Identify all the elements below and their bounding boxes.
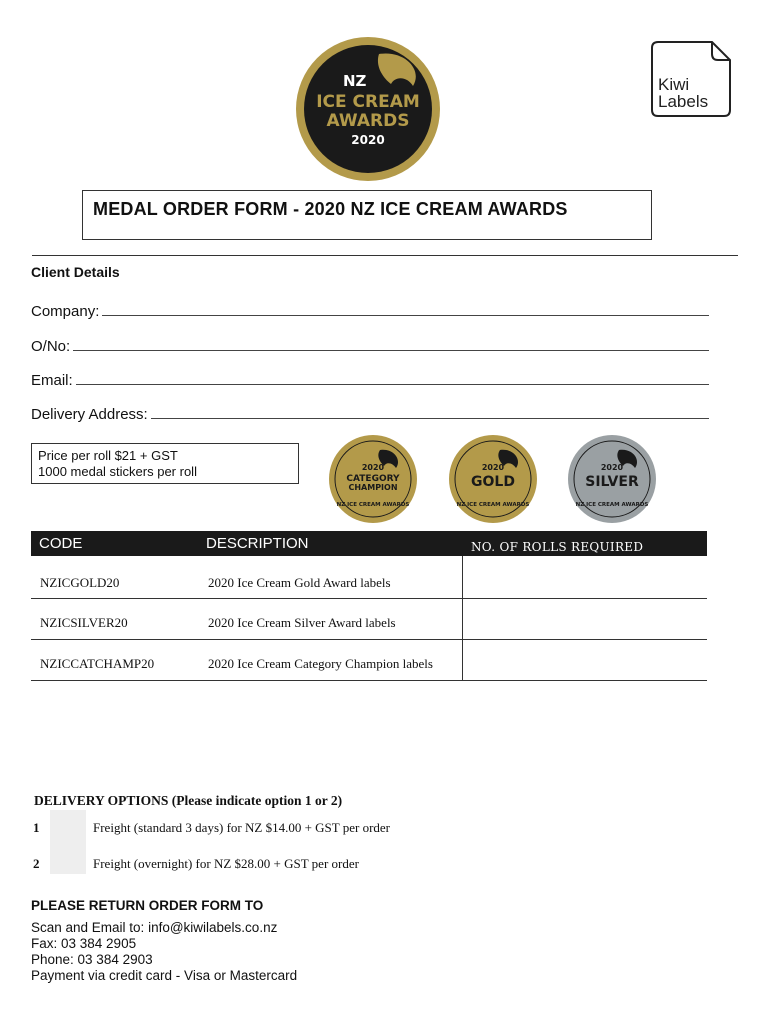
row-divider <box>31 639 707 640</box>
option-2-number: 2 <box>33 856 40 871</box>
return-heading: PLEASE RETURN ORDER FORM TO <box>31 898 264 913</box>
category-champion-medal <box>328 434 418 524</box>
kiwi-logo-line2: Labels <box>658 92 709 111</box>
title-box <box>82 190 652 240</box>
order-number-line[interactable] <box>73 350 709 351</box>
nz-ice-cream-awards-logo <box>295 36 441 182</box>
gold-medal-ring-text: NZ ICE CREAM AWARDS <box>456 502 530 508</box>
logo-nz: NZ <box>343 72 367 90</box>
row-1-code: NZICGOLD20 <box>40 575 120 590</box>
row-2-description: 2020 Ice Cream Silver Award labels <box>208 615 396 630</box>
return-phone: Phone: 03 384 2903 <box>31 952 153 967</box>
company-field[interactable] <box>31 298 709 320</box>
delivery-options-heading: DELIVERY OPTIONS (Please indicate option 1 or 2) <box>34 793 343 808</box>
kiwi-labels-logo <box>650 40 732 118</box>
client-details-heading: Client Details <box>31 264 120 280</box>
option-1-number: 1 <box>33 820 40 835</box>
rolls-column-divider <box>462 556 463 680</box>
row-divider <box>31 598 707 599</box>
silver-medal-ring-text: NZ ICE CREAM AWARDS <box>575 502 649 508</box>
header-description: DESCRIPTION <box>206 535 309 552</box>
gold-medal <box>448 434 538 524</box>
cc-medal-line2: CHAMPION <box>348 483 398 492</box>
gold-medal-label: GOLD <box>471 474 515 490</box>
return-fax: Fax: 03 384 2905 <box>31 936 137 951</box>
price-per-roll: Price per roll $21 + GST <box>38 448 178 463</box>
row-1-rolls-input[interactable] <box>464 557 706 597</box>
header-divider <box>32 255 738 256</box>
option-2-text: Freight (overnight) for NZ $28.00 + GST per order <box>93 856 359 871</box>
option-1-text: Freight (standard 3 days) for NZ $14.00 + GST per order <box>93 820 391 835</box>
gold-medal-year: 2020 <box>481 463 505 472</box>
option-1-checkbox[interactable] <box>50 810 86 844</box>
row-2-rolls-input[interactable] <box>464 600 706 638</box>
kiwi-logo-line1: Kiwi <box>658 75 690 94</box>
delivery-address-field[interactable] <box>31 401 709 423</box>
order-number-label: O/No: <box>31 338 71 355</box>
email-line[interactable] <box>76 384 709 385</box>
delivery-address-line[interactable] <box>151 418 709 419</box>
silver-medal <box>567 434 657 524</box>
return-email: Scan and Email to: info@kiwilabels.co.nz <box>31 920 278 935</box>
header-rolls-required: NO. OF ROLLS REQUIRED <box>471 540 644 554</box>
order-table-header <box>31 531 707 556</box>
email-field[interactable] <box>31 367 709 389</box>
logo-ice-cream: ICE CREAM <box>316 92 420 112</box>
return-payment: Payment via credit card - Visa or Mastercard <box>31 968 298 983</box>
company-label: Company: <box>31 303 100 320</box>
company-line[interactable] <box>102 315 709 316</box>
logo-awards: AWARDS <box>326 111 410 131</box>
cc-medal-line1: CATEGORY <box>346 474 400 484</box>
stickers-per-roll: 1000 medal stickers per roll <box>38 464 197 479</box>
row-3-description: 2020 Ice Cream Category Champion labels <box>208 656 433 671</box>
delivery-address-label: Delivery Address: <box>31 406 148 423</box>
silver-medal-label: SILVER <box>585 474 639 490</box>
cc-medal-ring-text: NZ ICE CREAM AWARDS <box>336 502 410 508</box>
row-3-code: NZICCATCHAMP20 <box>40 656 155 671</box>
silver-medal-year: 2020 <box>600 463 624 472</box>
header-code: CODE <box>39 535 83 552</box>
price-box <box>31 443 299 484</box>
cc-medal-year: 2020 <box>361 463 385 472</box>
option-2-checkbox[interactable] <box>50 840 86 874</box>
row-1-description: 2020 Ice Cream Gold Award labels <box>208 575 391 590</box>
email-label: Email: <box>31 372 73 389</box>
row-2-code: NZICSILVER20 <box>40 615 128 630</box>
row-3-rolls-input[interactable] <box>464 641 706 679</box>
logo-year: 2020 <box>351 133 385 147</box>
order-number-field[interactable] <box>31 333 709 355</box>
form-title: MEDAL ORDER FORM - 2020 NZ ICE CREAM AWARDS <box>93 199 568 219</box>
row-divider <box>31 680 707 681</box>
